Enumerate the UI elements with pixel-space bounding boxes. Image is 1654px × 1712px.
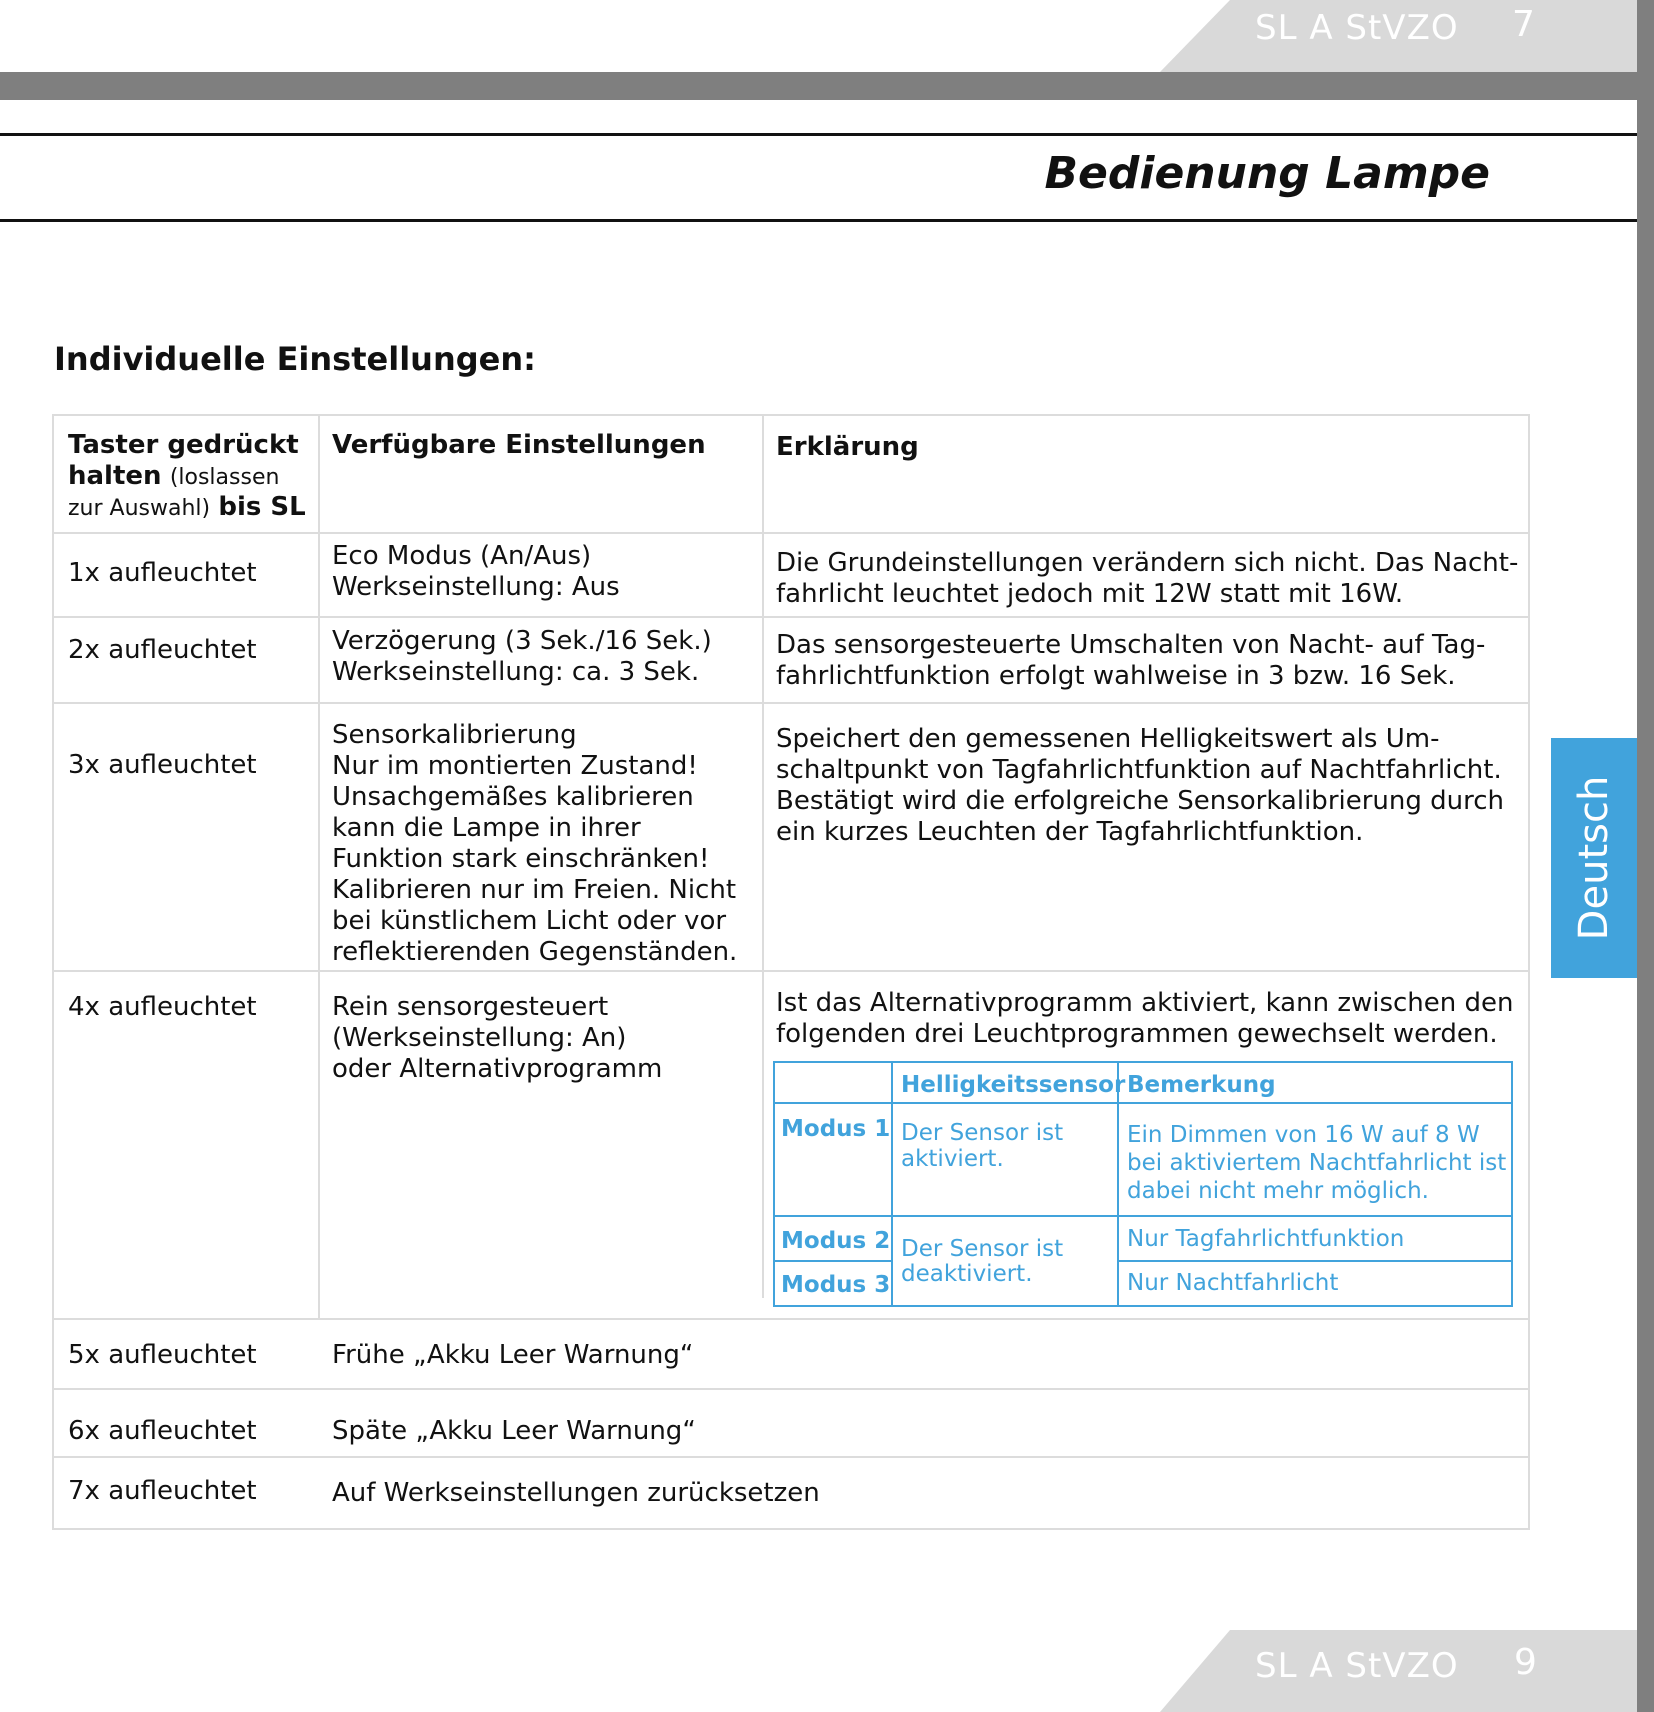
modus-1-label: Modus 1 [781, 1116, 891, 1142]
table-row: 5x aufleuchtet Frühe „Akku Leer Warnung“ [54, 1320, 1528, 1390]
settings-table [52, 414, 1530, 1530]
header-press-line3: zur Auswahl) bis SL [68, 492, 306, 522]
header-page-number: 7 [1512, 4, 1535, 45]
modes-subtable: Helligkeitssensor Bemerkung Modus 1 Der Sensor ist aktiviert. Ein Dimmen von 16 W auf 8 W bei aktiviertem Nachtfahrlicht ist dabei nicht mehr möglich. Modus 2 Modus 3 Der Sensor ist deaktiviert. Nur Tagfahrlichtfunktion Nur Nachtfahrlicht [773, 1061, 1513, 1307]
page-title: Bedienung Lampe [1044, 148, 1490, 199]
header-explanation: Erklärung [776, 432, 919, 462]
section-title: Individuelle Einstellungen: [54, 340, 536, 378]
footer-model: SL A StVZO [1255, 1646, 1459, 1686]
modus-3-label: Modus 3 [781, 1272, 891, 1298]
table-row: 7x aufleuchtet Auf Werkseinstellungen zurücksetzen [68, 1476, 820, 1508]
right-edge-bar [1637, 0, 1654, 1712]
column-divider [318, 416, 320, 1320]
table-row: 2x aufleuchtet Verzögerung (3 Sek./16 Sek.) Werkseinstellung: ca. 3 Sek. Das sensorgesteuerte Umschalten von Nacht- auf Tag- fahrlichtfunktion erfolgt wahlweise in 3 bzw. 16 Sek. [54, 618, 1528, 704]
language-tab [1551, 738, 1637, 978]
title-rule-top [0, 133, 1637, 136]
subtable-header-remark: Bemerkung [1127, 1072, 1276, 1098]
header-band [0, 72, 1637, 100]
header-settings: Verfügbare Einstellungen [332, 430, 706, 460]
column-divider [762, 416, 764, 972]
table-row: 3x aufleuchtet Sensorkalibrierung Nur im montierten Zustand! Unsachgemäßes kalibrieren kann die Lampe in ihrer Funktion stark einschränken! Kalibrieren nur im Freien. Nicht bei künstlichem Licht oder vor reflektierenden Gegenständen. Speichert den gemessenen Helligkeitswert als Um- schaltpunkt von Tagfahrlichtfunktion auf Nachtfahrlicht. Bestätigt wird die erfolgreiche Sensorkalibrierung durch ein kurzes Leuchten der Tagfahrlichtfunktion. [54, 704, 1528, 972]
table-row: 4x aufleuchtet Rein sensorgesteuert (Werkseinstellung: An) oder Alternativprogramm Ist das Alternativprogramm aktiviert, kann zwischen den folgenden drei Leuchtprogrammen gewechselt werden. [54, 972, 1528, 1320]
header-press-line1: Taster gedrückt [68, 430, 299, 460]
header-model: SL A StVZO [1255, 8, 1459, 48]
column-divider [762, 972, 764, 1298]
header-press-line2: halten (loslassen [68, 461, 280, 491]
subtable-header-sensor: Helligkeitssensor [901, 1072, 1126, 1098]
modus-2-label: Modus 2 [781, 1228, 891, 1254]
table-header-row [54, 416, 1528, 534]
table-row: 1x aufleuchtet Eco Modus (An/Aus) Werkseinstellung: Aus Die Grundeinstellungen verändern sich nicht. Das Nacht- fahrlicht leuchtet jedoch mit 12W statt mit 16W. [54, 534, 1528, 618]
footer-page-number: 9 [1514, 1642, 1537, 1683]
table-row: 6x aufleuchtet Späte „Akku Leer Warnung“ [54, 1390, 1528, 1458]
language-label: Deutsch [1571, 775, 1617, 941]
title-rule-bottom [0, 219, 1637, 222]
